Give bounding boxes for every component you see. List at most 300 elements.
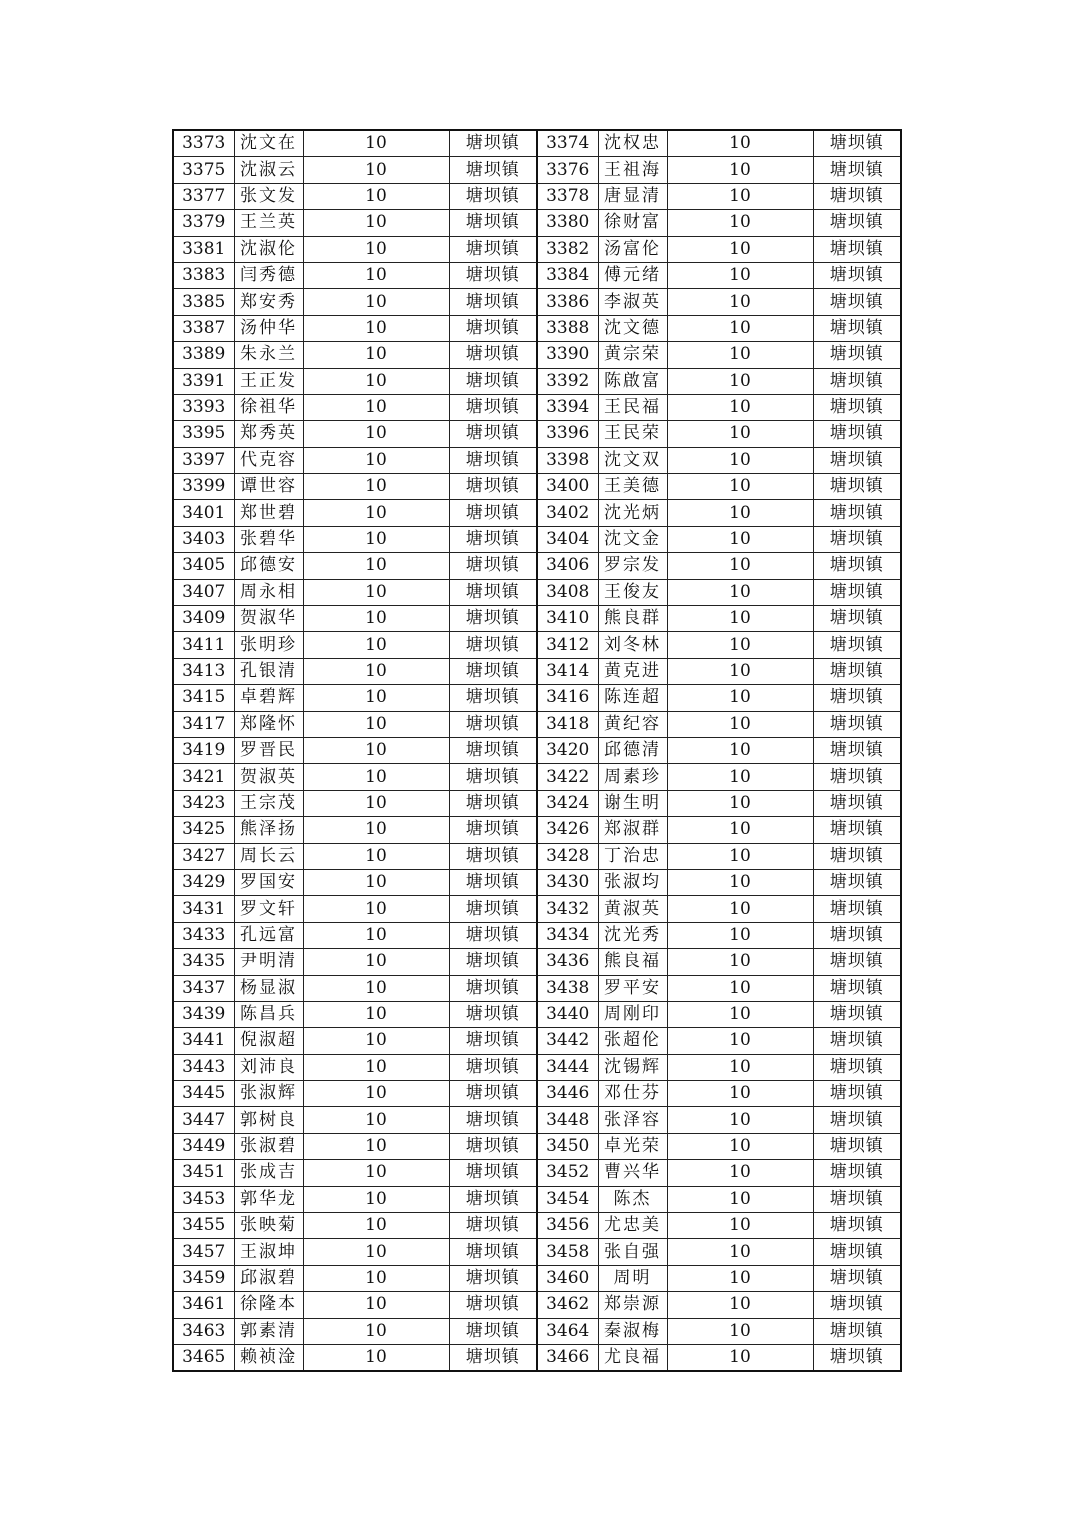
right-record-number-cell: 3424 [537, 790, 598, 816]
left-person-name-cell: 郑世碧 [234, 500, 303, 526]
left-record-number-cell: 3429 [173, 869, 234, 895]
right-record-number-cell: 3418 [537, 711, 598, 737]
left-town-cell: 塘坝镇 [449, 1133, 537, 1159]
right-amount-cell: 10 [667, 553, 813, 579]
left-town-cell: 塘坝镇 [449, 421, 537, 447]
right-record-number-cell: 3462 [537, 1292, 598, 1318]
right-person-name-cell: 熊良福 [598, 949, 667, 975]
left-town-cell: 塘坝镇 [449, 949, 537, 975]
left-record-number-cell: 3433 [173, 922, 234, 948]
left-amount-cell: 10 [303, 130, 449, 157]
table-row [173, 1160, 901, 1186]
right-amount-cell: 10 [667, 975, 813, 1001]
left-person-name-cell: 郭树良 [234, 1107, 303, 1133]
right-person-name-cell: 沈文双 [598, 447, 667, 473]
right-town-cell: 塘坝镇 [813, 553, 901, 579]
left-person-name-cell: 代克容 [234, 447, 303, 473]
right-town-cell: 塘坝镇 [813, 1265, 901, 1291]
right-record-number-cell: 3414 [537, 658, 598, 684]
table-row [173, 1001, 901, 1027]
right-amount-cell: 10 [667, 1292, 813, 1318]
left-town-cell: 塘坝镇 [449, 130, 537, 157]
right-person-name-cell: 张自强 [598, 1239, 667, 1265]
right-amount-cell: 10 [667, 315, 813, 341]
right-amount-cell: 10 [667, 579, 813, 605]
right-amount-cell: 10 [667, 764, 813, 790]
table-row [173, 949, 901, 975]
table-row [173, 579, 901, 605]
left-record-number-cell: 3381 [173, 236, 234, 262]
right-town-cell: 塘坝镇 [813, 1186, 901, 1212]
right-town-cell: 塘坝镇 [813, 658, 901, 684]
left-amount-cell: 10 [303, 157, 449, 183]
left-record-number-cell: 3377 [173, 183, 234, 209]
table-row [173, 289, 901, 315]
left-amount-cell: 10 [303, 1292, 449, 1318]
left-person-name-cell: 郭华龙 [234, 1186, 303, 1212]
right-amount-cell: 10 [667, 1133, 813, 1159]
left-record-number-cell: 3431 [173, 896, 234, 922]
right-person-name-cell: 邓仕芬 [598, 1081, 667, 1107]
left-person-name-cell: 张明珍 [234, 632, 303, 658]
right-town-cell: 塘坝镇 [813, 1292, 901, 1318]
left-town-cell: 塘坝镇 [449, 342, 537, 368]
left-amount-cell: 10 [303, 922, 449, 948]
left-record-number-cell: 3447 [173, 1107, 234, 1133]
left-town-cell: 塘坝镇 [449, 1186, 537, 1212]
left-amount-cell: 10 [303, 289, 449, 315]
left-record-number-cell: 3391 [173, 368, 234, 394]
left-person-name-cell: 贺淑华 [234, 606, 303, 632]
right-amount-cell: 10 [667, 1239, 813, 1265]
left-amount-cell: 10 [303, 737, 449, 763]
left-town-cell: 塘坝镇 [449, 1292, 537, 1318]
left-town-cell: 塘坝镇 [449, 474, 537, 500]
table-row [173, 236, 901, 262]
left-town-cell: 塘坝镇 [449, 685, 537, 711]
right-town-cell: 塘坝镇 [813, 368, 901, 394]
left-town-cell: 塘坝镇 [449, 447, 537, 473]
left-record-number-cell: 3453 [173, 1186, 234, 1212]
left-amount-cell: 10 [303, 843, 449, 869]
left-town-cell: 塘坝镇 [449, 975, 537, 1001]
right-town-cell: 塘坝镇 [813, 447, 901, 473]
left-town-cell: 塘坝镇 [449, 1001, 537, 1027]
right-record-number-cell: 3392 [537, 368, 598, 394]
right-person-name-cell: 张淑均 [598, 869, 667, 895]
table-row [173, 526, 901, 552]
right-person-name-cell: 卓光荣 [598, 1133, 667, 1159]
right-record-number-cell: 3374 [537, 130, 598, 157]
table-row [173, 130, 901, 157]
left-record-number-cell: 3423 [173, 790, 234, 816]
table-row [173, 474, 901, 500]
right-amount-cell: 10 [667, 421, 813, 447]
right-record-number-cell: 3440 [537, 1001, 598, 1027]
right-record-number-cell: 3412 [537, 632, 598, 658]
right-town-cell: 塘坝镇 [813, 289, 901, 315]
right-person-name-cell: 郑淑群 [598, 817, 667, 843]
right-person-name-cell: 沈文德 [598, 315, 667, 341]
table-row [173, 1133, 901, 1159]
left-town-cell: 塘坝镇 [449, 315, 537, 341]
right-record-number-cell: 3446 [537, 1081, 598, 1107]
right-amount-cell: 10 [667, 632, 813, 658]
right-town-cell: 塘坝镇 [813, 949, 901, 975]
left-person-name-cell: 谭世容 [234, 474, 303, 500]
left-town-cell: 塘坝镇 [449, 289, 537, 315]
right-person-name-cell: 尤良福 [598, 1344, 667, 1371]
left-person-name-cell: 赖祯淦 [234, 1344, 303, 1371]
left-amount-cell: 10 [303, 447, 449, 473]
right-person-name-cell: 谢生明 [598, 790, 667, 816]
left-record-number-cell: 3401 [173, 500, 234, 526]
left-person-name-cell: 孔银清 [234, 658, 303, 684]
right-record-number-cell: 3452 [537, 1160, 598, 1186]
left-record-number-cell: 3395 [173, 421, 234, 447]
right-person-name-cell: 李淑英 [598, 289, 667, 315]
left-record-number-cell: 3455 [173, 1213, 234, 1239]
right-town-cell: 塘坝镇 [813, 1001, 901, 1027]
left-amount-cell: 10 [303, 1107, 449, 1133]
right-person-name-cell: 徐财富 [598, 210, 667, 236]
right-record-number-cell: 3432 [537, 896, 598, 922]
right-record-number-cell: 3426 [537, 817, 598, 843]
right-town-cell: 塘坝镇 [813, 210, 901, 236]
left-record-number-cell: 3415 [173, 685, 234, 711]
right-person-name-cell: 尤忠美 [598, 1213, 667, 1239]
left-record-number-cell: 3405 [173, 553, 234, 579]
left-record-number-cell: 3375 [173, 157, 234, 183]
right-person-name-cell: 陈啟富 [598, 368, 667, 394]
left-person-name-cell: 罗文轩 [234, 896, 303, 922]
left-person-name-cell: 郑安秀 [234, 289, 303, 315]
left-record-number-cell: 3459 [173, 1265, 234, 1291]
table-row [173, 1292, 901, 1318]
table-row [173, 447, 901, 473]
right-record-number-cell: 3434 [537, 922, 598, 948]
left-record-number-cell: 3451 [173, 1160, 234, 1186]
right-amount-cell: 10 [667, 737, 813, 763]
right-town-cell: 塘坝镇 [813, 342, 901, 368]
left-record-number-cell: 3419 [173, 737, 234, 763]
table-row [173, 1239, 901, 1265]
left-person-name-cell: 尹明清 [234, 949, 303, 975]
left-amount-cell: 10 [303, 949, 449, 975]
right-town-cell: 塘坝镇 [813, 1239, 901, 1265]
table-row [173, 500, 901, 526]
right-town-cell: 塘坝镇 [813, 843, 901, 869]
table-row [173, 606, 901, 632]
left-record-number-cell: 3421 [173, 764, 234, 790]
right-record-number-cell: 3406 [537, 553, 598, 579]
right-person-name-cell: 刘冬林 [598, 632, 667, 658]
left-town-cell: 塘坝镇 [449, 526, 537, 552]
left-record-number-cell: 3417 [173, 711, 234, 737]
left-person-name-cell: 邱德安 [234, 553, 303, 579]
left-person-name-cell: 郑隆怀 [234, 711, 303, 737]
left-amount-cell: 10 [303, 1081, 449, 1107]
right-amount-cell: 10 [667, 1028, 813, 1054]
right-person-name-cell: 王祖海 [598, 157, 667, 183]
right-record-number-cell: 3450 [537, 1133, 598, 1159]
table-row [173, 764, 901, 790]
left-town-cell: 塘坝镇 [449, 579, 537, 605]
right-amount-cell: 10 [667, 262, 813, 288]
right-person-name-cell: 邱德清 [598, 737, 667, 763]
right-record-number-cell: 3384 [537, 262, 598, 288]
left-person-name-cell: 朱永兰 [234, 342, 303, 368]
right-person-name-cell: 罗平安 [598, 975, 667, 1001]
right-person-name-cell: 沈光炳 [598, 500, 667, 526]
right-amount-cell: 10 [667, 606, 813, 632]
right-person-name-cell: 沈光秀 [598, 922, 667, 948]
left-town-cell: 塘坝镇 [449, 817, 537, 843]
right-amount-cell: 10 [667, 342, 813, 368]
right-record-number-cell: 3394 [537, 394, 598, 420]
left-record-number-cell: 3463 [173, 1318, 234, 1344]
right-town-cell: 塘坝镇 [813, 1213, 901, 1239]
right-person-name-cell: 张超伦 [598, 1028, 667, 1054]
left-person-name-cell: 卓碧辉 [234, 685, 303, 711]
right-record-number-cell: 3428 [537, 843, 598, 869]
right-record-number-cell: 3410 [537, 606, 598, 632]
right-town-cell: 塘坝镇 [813, 1107, 901, 1133]
left-amount-cell: 10 [303, 606, 449, 632]
right-record-number-cell: 3430 [537, 869, 598, 895]
right-person-name-cell: 陈杰 [598, 1186, 667, 1212]
left-amount-cell: 10 [303, 1318, 449, 1344]
table-row [173, 843, 901, 869]
left-record-number-cell: 3427 [173, 843, 234, 869]
right-amount-cell: 10 [667, 236, 813, 262]
left-amount-cell: 10 [303, 1133, 449, 1159]
right-town-cell: 塘坝镇 [813, 1344, 901, 1371]
left-amount-cell: 10 [303, 421, 449, 447]
right-town-cell: 塘坝镇 [813, 262, 901, 288]
left-amount-cell: 10 [303, 236, 449, 262]
table-row [173, 553, 901, 579]
right-amount-cell: 10 [667, 658, 813, 684]
right-record-number-cell: 3464 [537, 1318, 598, 1344]
right-person-name-cell: 曹兴华 [598, 1160, 667, 1186]
right-town-cell: 塘坝镇 [813, 869, 901, 895]
right-person-name-cell: 汤富伦 [598, 236, 667, 262]
right-person-name-cell: 郑崇源 [598, 1292, 667, 1318]
right-amount-cell: 10 [667, 843, 813, 869]
table-row [173, 632, 901, 658]
left-town-cell: 塘坝镇 [449, 183, 537, 209]
left-record-number-cell: 3387 [173, 315, 234, 341]
left-amount-cell: 10 [303, 790, 449, 816]
left-record-number-cell: 3465 [173, 1344, 234, 1371]
right-person-name-cell: 张泽容 [598, 1107, 667, 1133]
left-person-name-cell: 张碧华 [234, 526, 303, 552]
right-amount-cell: 10 [667, 869, 813, 895]
left-amount-cell: 10 [303, 553, 449, 579]
left-amount-cell: 10 [303, 1344, 449, 1371]
table-row [173, 1344, 901, 1371]
right-record-number-cell: 3444 [537, 1054, 598, 1080]
left-person-name-cell: 张淑碧 [234, 1133, 303, 1159]
table-row [173, 1107, 901, 1133]
left-record-number-cell: 3457 [173, 1239, 234, 1265]
left-record-number-cell: 3411 [173, 632, 234, 658]
left-town-cell: 塘坝镇 [449, 1318, 537, 1344]
right-amount-cell: 10 [667, 711, 813, 737]
table-row [173, 183, 901, 209]
right-person-name-cell: 黄纪容 [598, 711, 667, 737]
left-town-cell: 塘坝镇 [449, 1028, 537, 1054]
left-amount-cell: 10 [303, 1213, 449, 1239]
right-person-name-cell: 黄克进 [598, 658, 667, 684]
right-amount-cell: 10 [667, 474, 813, 500]
left-record-number-cell: 3437 [173, 975, 234, 1001]
table-row [173, 421, 901, 447]
left-record-number-cell: 3393 [173, 394, 234, 420]
left-record-number-cell: 3383 [173, 262, 234, 288]
right-person-name-cell: 熊良群 [598, 606, 667, 632]
left-person-name-cell: 徐隆本 [234, 1292, 303, 1318]
left-person-name-cell: 周长云 [234, 843, 303, 869]
table-row [173, 315, 901, 341]
right-person-name-cell: 周素珍 [598, 764, 667, 790]
right-town-cell: 塘坝镇 [813, 1318, 901, 1344]
right-record-number-cell: 3396 [537, 421, 598, 447]
table-row [173, 342, 901, 368]
right-person-name-cell: 周刚印 [598, 1001, 667, 1027]
table-row [173, 922, 901, 948]
right-record-number-cell: 3420 [537, 737, 598, 763]
right-person-name-cell: 周明 [598, 1265, 667, 1291]
right-record-number-cell: 3376 [537, 157, 598, 183]
left-person-name-cell: 周永相 [234, 579, 303, 605]
right-town-cell: 塘坝镇 [813, 579, 901, 605]
table-row [173, 1186, 901, 1212]
right-town-cell: 塘坝镇 [813, 183, 901, 209]
right-person-name-cell: 罗宗发 [598, 553, 667, 579]
left-amount-cell: 10 [303, 342, 449, 368]
left-record-number-cell: 3407 [173, 579, 234, 605]
left-person-name-cell: 沈淑伦 [234, 236, 303, 262]
table-row [173, 368, 901, 394]
left-person-name-cell: 张文发 [234, 183, 303, 209]
left-town-cell: 塘坝镇 [449, 394, 537, 420]
left-record-number-cell: 3389 [173, 342, 234, 368]
right-town-cell: 塘坝镇 [813, 500, 901, 526]
left-person-name-cell: 王宗茂 [234, 790, 303, 816]
right-record-number-cell: 3416 [537, 685, 598, 711]
right-person-name-cell: 王民荣 [598, 421, 667, 447]
left-record-number-cell: 3425 [173, 817, 234, 843]
left-record-number-cell: 3403 [173, 526, 234, 552]
table-row [173, 1028, 901, 1054]
left-amount-cell: 10 [303, 1028, 449, 1054]
right-town-cell: 塘坝镇 [813, 711, 901, 737]
left-person-name-cell: 倪淑超 [234, 1028, 303, 1054]
left-person-name-cell: 邱淑碧 [234, 1265, 303, 1291]
right-person-name-cell: 丁治忠 [598, 843, 667, 869]
left-town-cell: 塘坝镇 [449, 236, 537, 262]
right-amount-cell: 10 [667, 1107, 813, 1133]
right-person-name-cell: 黄宗荣 [598, 342, 667, 368]
left-amount-cell: 10 [303, 1001, 449, 1027]
left-person-name-cell: 沈文在 [234, 130, 303, 157]
right-town-cell: 塘坝镇 [813, 1133, 901, 1159]
right-person-name-cell: 王俊友 [598, 579, 667, 605]
left-town-cell: 塘坝镇 [449, 790, 537, 816]
right-amount-cell: 10 [667, 896, 813, 922]
right-amount-cell: 10 [667, 1318, 813, 1344]
left-person-name-cell: 熊泽扬 [234, 817, 303, 843]
left-person-name-cell: 贺淑英 [234, 764, 303, 790]
right-person-name-cell: 沈锡辉 [598, 1054, 667, 1080]
right-record-number-cell: 3422 [537, 764, 598, 790]
right-record-number-cell: 3466 [537, 1344, 598, 1371]
right-record-number-cell: 3388 [537, 315, 598, 341]
left-person-name-cell: 王兰英 [234, 210, 303, 236]
table-row [173, 1081, 901, 1107]
right-record-number-cell: 3378 [537, 183, 598, 209]
left-town-cell: 塘坝镇 [449, 922, 537, 948]
left-amount-cell: 10 [303, 711, 449, 737]
right-record-number-cell: 3390 [537, 342, 598, 368]
left-record-number-cell: 3445 [173, 1081, 234, 1107]
table-row [173, 262, 901, 288]
left-town-cell: 塘坝镇 [449, 606, 537, 632]
right-amount-cell: 10 [667, 526, 813, 552]
right-town-cell: 塘坝镇 [813, 130, 901, 157]
right-record-number-cell: 3386 [537, 289, 598, 315]
left-person-name-cell: 汤仲华 [234, 315, 303, 341]
left-town-cell: 塘坝镇 [449, 869, 537, 895]
left-town-cell: 塘坝镇 [449, 632, 537, 658]
right-amount-cell: 10 [667, 1001, 813, 1027]
left-amount-cell: 10 [303, 315, 449, 341]
left-record-number-cell: 3413 [173, 658, 234, 684]
right-town-cell: 塘坝镇 [813, 606, 901, 632]
right-record-number-cell: 3436 [537, 949, 598, 975]
left-town-cell: 塘坝镇 [449, 157, 537, 183]
table-row [173, 1265, 901, 1291]
right-person-name-cell: 黄淑英 [598, 896, 667, 922]
table-row [173, 210, 901, 236]
right-record-number-cell: 3402 [537, 500, 598, 526]
left-amount-cell: 10 [303, 764, 449, 790]
left-person-name-cell: 郑秀英 [234, 421, 303, 447]
right-person-name-cell: 王美德 [598, 474, 667, 500]
table-row [173, 711, 901, 737]
left-person-name-cell: 郭素清 [234, 1318, 303, 1344]
left-person-name-cell: 徐祖华 [234, 394, 303, 420]
right-record-number-cell: 3460 [537, 1265, 598, 1291]
left-person-name-cell: 王淑坤 [234, 1239, 303, 1265]
right-town-cell: 塘坝镇 [813, 632, 901, 658]
right-record-number-cell: 3456 [537, 1213, 598, 1239]
right-amount-cell: 10 [667, 1054, 813, 1080]
left-amount-cell: 10 [303, 632, 449, 658]
right-amount-cell: 10 [667, 817, 813, 843]
table-row [173, 790, 901, 816]
right-record-number-cell: 3458 [537, 1239, 598, 1265]
left-record-number-cell: 3397 [173, 447, 234, 473]
table-row [173, 685, 901, 711]
right-amount-cell: 10 [667, 157, 813, 183]
table-row [173, 658, 901, 684]
left-record-number-cell: 3385 [173, 289, 234, 315]
left-person-name-cell: 孔远富 [234, 922, 303, 948]
right-town-cell: 塘坝镇 [813, 737, 901, 763]
